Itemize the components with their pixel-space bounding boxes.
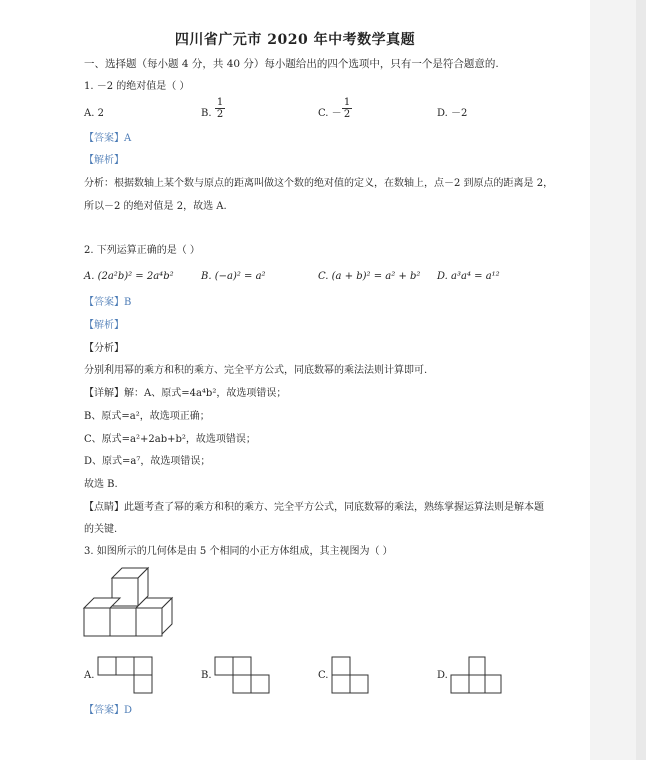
viewer-side-panel — [590, 0, 636, 760]
q2-detail-4: D、原式=a⁷，故选项错误； — [84, 456, 211, 467]
q1-c-denominator: 2 — [343, 109, 351, 120]
q3-option-a-label: A. — [84, 670, 95, 681]
q2-analysis-tag: 【解析】 — [84, 320, 124, 331]
section-heading: 一、选择题（每小题 4 分，共 40 分）每小题给出的四个选项中，只有一个是符合题意的. — [84, 58, 499, 70]
q2-option-b: B. (−a)² = a² — [201, 271, 266, 282]
q1-analysis-line-1: 分析：根据数轴上某个数与原点的距离叫做这个数的绝对值的定义，在数轴上，点－2 到原点的距离是 2， — [84, 178, 554, 189]
q2-detail-2: B、原式=a²，故选项正确； — [84, 411, 210, 422]
q3-option-c-figure — [331, 656, 391, 696]
q1-option-b-fraction — [213, 97, 227, 120]
q1-option-c-label: C. － — [318, 108, 342, 119]
q3-option-d-figure — [450, 656, 510, 696]
document-title: 四川省广元市 2020 年中考数学真题 — [174, 32, 416, 48]
q3-option-c-label: C. — [318, 670, 329, 681]
q2-option-c: C. (a + b)² = a² + b² — [318, 271, 421, 282]
q2-fenxi-tag: 【分析】 — [84, 343, 124, 354]
q2-answer: 【答案】B — [84, 297, 132, 308]
q1-stem: 1. －2 的绝对值是（ ） — [84, 81, 190, 92]
scrollbar-track[interactable] — [636, 0, 646, 760]
q2-detail-3: C、原式=a²+2ab+b²，故选项错误； — [84, 434, 256, 445]
q2-option-d: D. a³a⁴ = a¹² — [437, 271, 500, 282]
q1-option-d: D. －2 — [437, 108, 468, 119]
solid-figure — [80, 566, 180, 646]
q2-fenxi: 分别利用幂的乘方和积的乘方、完全平方公式，同底数幂的乘法法则计算即可. — [84, 365, 428, 376]
q2-conclusion: 故选 B. — [84, 479, 118, 490]
q3-option-d-label: D. — [437, 670, 448, 681]
q1-b-numerator: 1 — [216, 97, 224, 108]
q3-option-a-figure — [97, 656, 157, 696]
q2-comment-line-1: 【点睛】此题考查了幂的乘方和积的乘方、完全平方公式，同底数幂的乘法，熟练掌握运算法则是解本题 — [84, 502, 544, 513]
q1-option-c-fraction — [340, 97, 354, 120]
q1-b-denominator: 2 — [216, 109, 224, 120]
q2-detail-1: 【详解】解：A、原式=4a⁴b²，故选项错误； — [84, 388, 287, 399]
q2-comment-line-2: 的关键. — [84, 524, 118, 535]
q3-stem: 3. 如图所示的几何体是由 5 个相同的小正方体组成，其主视图为（ ） — [84, 546, 393, 557]
q1-option-b-label: B. — [201, 108, 212, 119]
q3-option-b-label: B. — [201, 670, 212, 681]
q1-analysis-line-2: 所以－2 的绝对值是 2，故选 A. — [84, 201, 227, 212]
q1-analysis-tag: 【解析】 — [84, 155, 124, 166]
q1-answer: 【答案】A — [84, 133, 132, 144]
q3-option-b-figure — [214, 656, 274, 696]
q1-option-a: A. 2 — [84, 108, 104, 119]
q2-stem: 2. 下列运算正确的是（ ） — [84, 245, 200, 256]
q3-answer: 【答案】D — [84, 705, 133, 716]
q1-c-numerator: 1 — [343, 97, 351, 108]
q2-option-a: A. (2a²b)² = 2a⁴b² — [84, 271, 174, 282]
